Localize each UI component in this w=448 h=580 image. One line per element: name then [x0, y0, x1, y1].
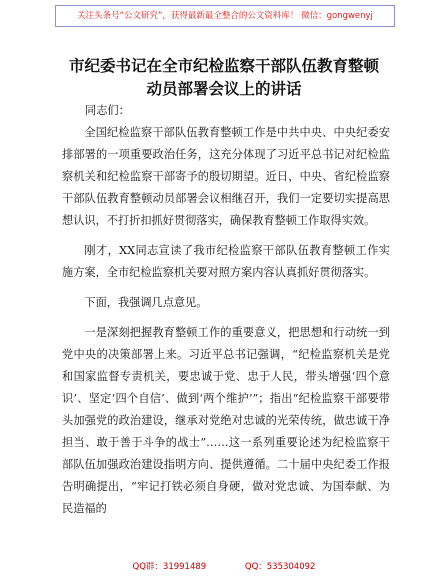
footer-contact	[0, 560, 448, 572]
paragraph-transition: 下面，我强调几点意见。	[84, 296, 208, 309]
document-body	[62, 122, 390, 520]
paragraph-point-one: 一是深刻把握教育整顿工作的重要意义，把思想和行动统一到党中央的决策部署上来。习近平总书记强调，“纪检监察机关是党和国家监督专责机关，要忠诚于党、忠于人民，带头增强‘四个意识’、坚定‘四个自信’、做到‘两个维护’”；指出“纪检监察干部要带头加强党的政治建设，继承对党绝对忠诚的光荣传统，做忠诚干净担当、敢于善于斗争的战士”……这一系列重要论述为纪检监察干部队伍加强政治建设指明方向、提供遵循。二十届中央纪委工作报告明确提出，“牢记打铁必须自身硬，做对党忠诚、为国奉献、为民造福的	[62, 326, 390, 515]
document-title-line-2: 动员部署会议上的讲话	[146, 80, 302, 98]
footer-qq: QQ：535304092	[244, 562, 316, 572]
paragraph-intro: 全国纪检监察干部队伍教育整顿工作是中共中央、中央纪委安排部署的一项重要政治任务，这充分体现了习近平总书记对纪检监察机关和纪检监察干部寄予的殷切期望。近日，中央、省纪检监察干部队伍教育整顿动员部署会议相继召开，我们一定要切实提高思想认识，不打折扣抓好贯彻落实，确保教育整顿工作取得实效。	[62, 126, 390, 227]
promo-banner: 关注头条号“公文研究”，获得最新最全整合的公文资料库！ 微信：gongwenyj	[55, 5, 395, 27]
document-title-line-1: 市纪委书记在全市纪检监察干部队伍教育整顿	[68, 57, 379, 75]
footer-qq-group: QQ群：31991489	[132, 562, 207, 572]
paragraph-plan: 刚才，XX同志宣读了我市纪检监察干部队伍教育整顿工作实施方案，全市纪检监察机关要对照方案内容认真抓好贯彻落实。	[62, 244, 390, 279]
greeting: 同志们：	[85, 104, 130, 117]
